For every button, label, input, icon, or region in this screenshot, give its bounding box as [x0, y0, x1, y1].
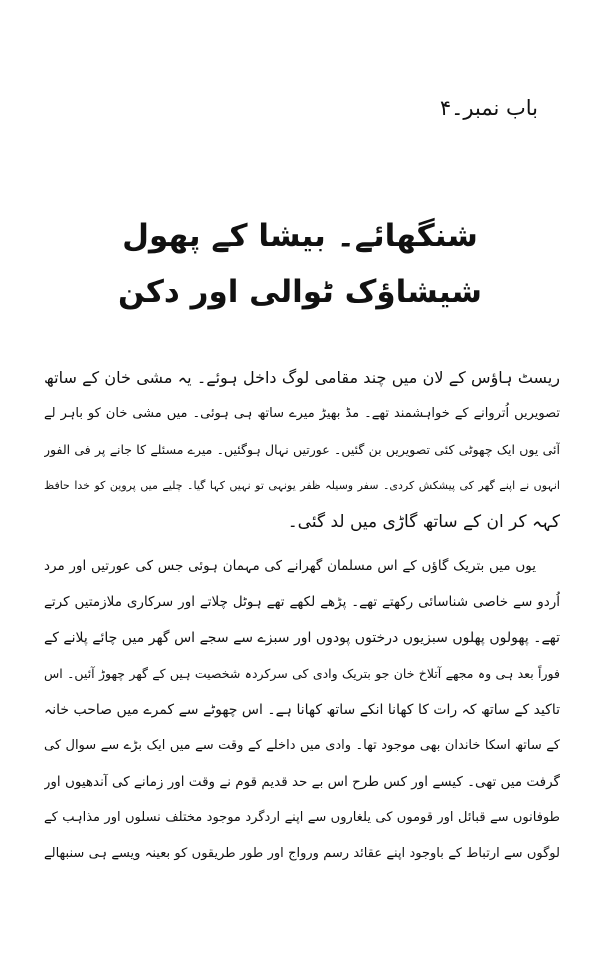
text-line: تصویریں اُتروانے کے خواہشمند تھے۔ مڈ بھیڑ میرے ساتھ ہی ہوئی۔ میں مشی خان کو باہر لے	[44, 406, 560, 421]
text-line: انہوں نے اپنے گھر کی پیشکش کردی۔ سفر وسیلہ ظفر یونہی تو نہیں کہا گیا۔ چلیے میں پروین کو خدا حافظ	[44, 479, 560, 492]
text-line: تاکید کے ساتھ کہ رات کا کھانا انکے ساتھ کھانا ہے۔ اس چھوٹے سے کمرے میں صاحب خانہ	[44, 702, 560, 718]
paragraph-2	[44, 548, 560, 872]
text-line: آئی یوں ایک چھوٹی کئی تصویریں بن گئیں۔ عورتیں نہال ہوگئیں۔ میرے مسئلے کا جانے پر فی الفور	[44, 442, 560, 457]
text-line: طوفانوں سے قبائل اور قوموں کی یلغاروں سے اپنے اردگرد موجود مختلف نسلوں اور مذاہب کے	[44, 810, 560, 825]
paragraph-1	[44, 360, 560, 540]
text-line: لوگوں سے ارتباط کے باوجود اپنے عقائد رسم ورواج اور طور طریقوں کو بعینہ ویسے ہی سنبھالے	[44, 846, 560, 861]
text-line: تھے۔ پھولوں پھلوں سبزیوں درختوں پودوں اور سبزے سے سجے اس گھر میں چائے پلانے کے	[44, 630, 560, 646]
text-line: ریسٹ ہاؤس کے لان میں چند مقامی لوگ داخل ہوئے۔ یہ مشی خان کے ساتھ	[44, 368, 560, 387]
text-line: فوراً بعد ہی وہ مجھے آتلاخ خان جو بتریک وادی کی سرکردہ شخصیت ہیں کے گھر چھوڑ آئیں۔ اس	[44, 666, 560, 681]
text-line: کے ساتھ اسکا خاندان بھی موجود تھا۔ وادی میں داخلے کے وقت سے میں ایک بڑے سے سوال کی	[44, 738, 560, 753]
text-line: اُردو سے خاصی شناسائی رکھتے تھے۔ پڑھے لکھے تھے ہوٹل چلاتے اور سرکاری ملازمتیں کرتے	[44, 594, 560, 610]
chapter-title-line-2: شیشاؤک ٹوالی اور دکن	[118, 274, 482, 310]
chapter-number: باب نمبر۔۴	[439, 96, 538, 120]
text-line: کہہ کر ان کے ساتھ گاڑی میں لد گئی۔	[287, 512, 560, 532]
chapter-title-line-1: شنگھائے۔ بیشا کے پھول	[122, 218, 478, 254]
text-line: گرفت میں تھی۔ کیسے اور کس طرح اس بے حد قدیم قوم نے وقت اور زمانے کی آندھیوں اور	[44, 774, 560, 790]
text-line: یوں میں بتریک گاؤں کے اس مسلمان گھرانے کی مہمان ہوئی جس کی عورتیں اور مرد	[44, 558, 536, 574]
